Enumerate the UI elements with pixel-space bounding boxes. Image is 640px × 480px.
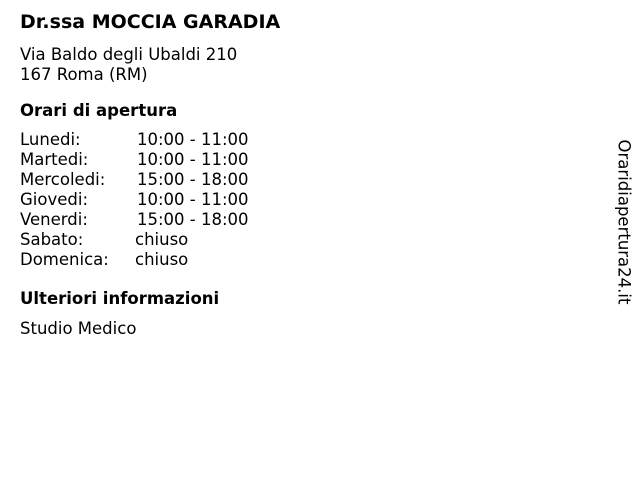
more-info-heading: Ulteriori informazioni [20, 289, 220, 308]
hours-time-value: chiuso [135, 250, 189, 269]
address-city: 167 Roma (RM) [20, 65, 148, 84]
hours-time-value: 15:00 - 18:00 [137, 210, 249, 229]
hours-row-tuesday [20, 150, 600, 170]
hours-time-value: chiuso [135, 230, 189, 249]
opening-hours-table [20, 130, 600, 270]
hours-day-label: Giovedi: [20, 190, 88, 209]
hours-row-thursday [20, 190, 600, 210]
hours-day-label: Sabato: [20, 230, 84, 249]
hours-row-friday [20, 210, 600, 230]
hours-time-value: 10:00 - 11:00 [137, 190, 249, 209]
hours-day-label: Mercoledi: [20, 170, 106, 189]
hours-row-sunday [20, 250, 600, 270]
hours-row-monday [20, 130, 600, 150]
more-info-text: Studio Medico [20, 319, 137, 338]
hours-time-value: 15:00 - 18:00 [137, 170, 249, 189]
hours-day-label: Lunedi: [20, 130, 81, 149]
business-address [20, 45, 600, 85]
watermark-text: Oraridiapertura24.it [614, 139, 634, 305]
business-card [20, 9, 600, 339]
opening-hours-heading: Orari di apertura [20, 101, 178, 120]
address-street: Via Baldo degli Ubaldi 210 [20, 45, 238, 64]
hours-time-value: 10:00 - 11:00 [137, 130, 249, 149]
hours-row-saturday [20, 230, 600, 250]
hours-time-value: 10:00 - 11:00 [137, 150, 249, 169]
hours-day-label: Domenica: [20, 250, 109, 269]
site-watermark [610, 136, 636, 308]
hours-day-label: Venerdi: [20, 210, 88, 229]
hours-row-wednesday [20, 170, 600, 190]
business-name: Dr.ssa MOCCIA GARADIA [20, 11, 281, 33]
hours-day-label: Martedi: [20, 150, 89, 169]
